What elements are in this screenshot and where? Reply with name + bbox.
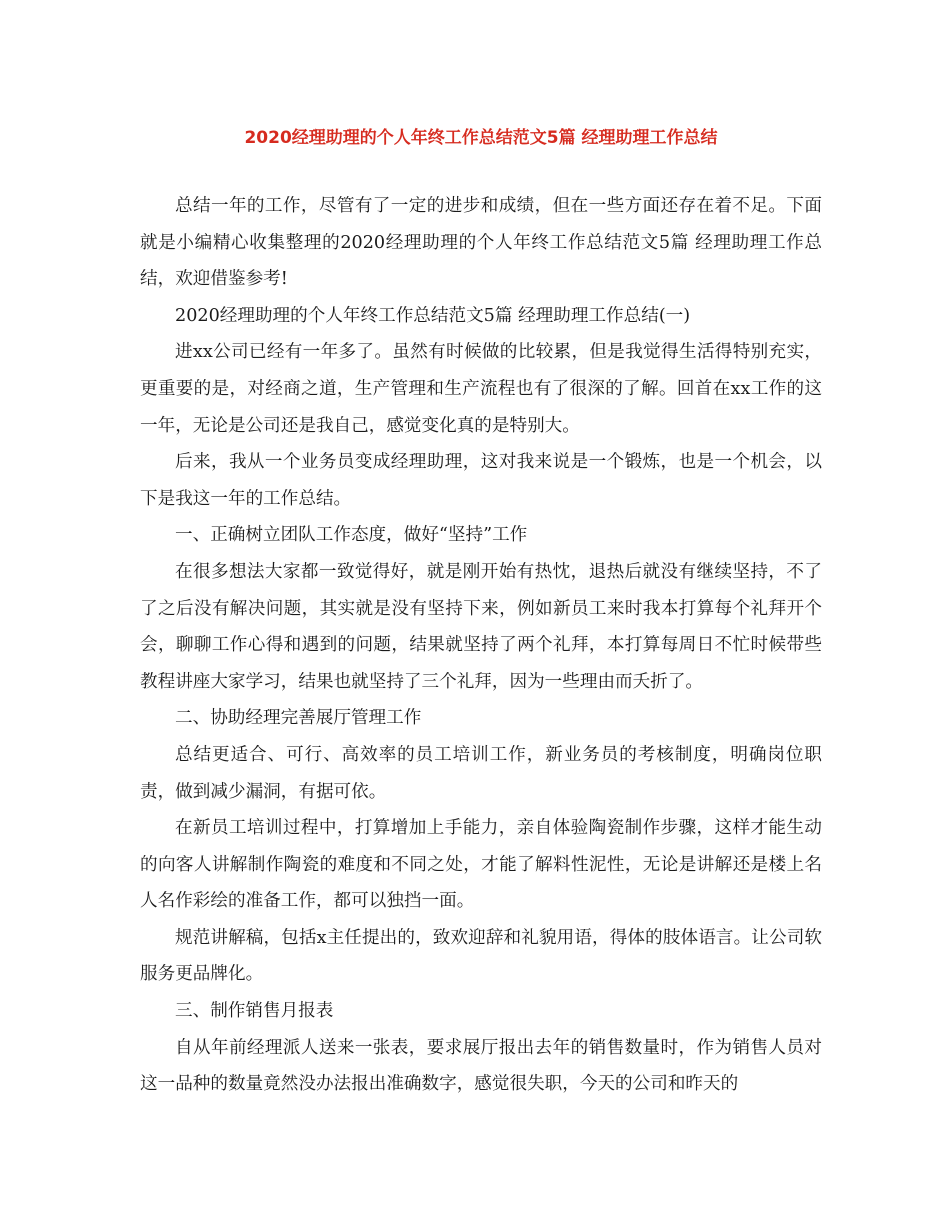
paragraph-heading-1: 一、正确树立团队工作态度，做好“坚持”工作 [175, 525, 528, 546]
paragraph-heading-3: 三、制作销售月报表 [175, 1001, 334, 1022]
document-body [140, 188, 822, 1103]
paragraph: 总结更适合、可行、高效率的员工培训工作，新业务员的考核制度，明确岗位职责，做到减少漏洞，有据可依。 [140, 744, 822, 802]
paragraph: 规范讲解稿，包括x主任提出的，致欢迎辞和礼貌用语，得体的肢体语言。让公司软服务更品牌化。 [140, 927, 822, 985]
paragraph-heading-2: 二、协助经理完善展厅管理工作 [175, 708, 422, 729]
paragraph: 自从年前经理派人送来一张表，要求展厅报出去年的销售数量时，作为销售人员对这一品种的数量竟然没办法报出准确数字，感觉很失职，今天的公司和昨天的 [140, 1037, 822, 1095]
paragraph: 在新员工培训过程中，打算增加上手能力，亲自体验陶瓷制作步骤，这样才能生动的向客人讲解制作陶瓷的难度和不同之处，才能了解料性泥性，无论是讲解还是楼上名人名作彩绘的准备工作，都可以独挡一面。 [140, 818, 822, 912]
paragraph-section-heading: 2020经理助理的个人年终工作总结范文5篇 经理助理工作总结(一) [175, 305, 691, 326]
paragraph: 后来，我从一个业务员变成经理助理，这对我来说是一个锻炼，也是一个机会，以下是我这一年的工作总结。 [140, 452, 822, 509]
document-title: 2020经理助理的个人年终工作总结范文5篇 经理助理工作总结 [244, 128, 718, 148]
paragraph-intro: 总结一年的工作，尽管有了一定的进步和成绩，但在一些方面还存在着不足。下面就是小编精心收集整理的2020经理助理的个人年终工作总结范文5篇 经理助理工作总结，欢迎借鉴参考! [140, 196, 822, 290]
paragraph: 在很多想法大家都一致觉得好，就是刚开始有热忱，退热后就没有继续坚持，不了了之后没有解决问题，其实就是没有坚持下来，例如新员工来时我本打算每个礼拜开个会，聊聊工作心得和遇到的问题，结果就坚持了两个礼拜，本打算每周日不忙时候带些教程讲座大家学习，结果也就坚持了三个礼拜，因为一些理由而夭折了。 [140, 561, 822, 692]
paragraph: 进xx公司已经有一年多了。虽然有时候做的比较累，但是我觉得生活得特别充实，更重要的是，对经商之道，生产管理和生产流程也有了很深的了解。回首在xx工作的这一年，无论是公司还是我自己，感觉变化真的是特别大。 [140, 342, 822, 436]
